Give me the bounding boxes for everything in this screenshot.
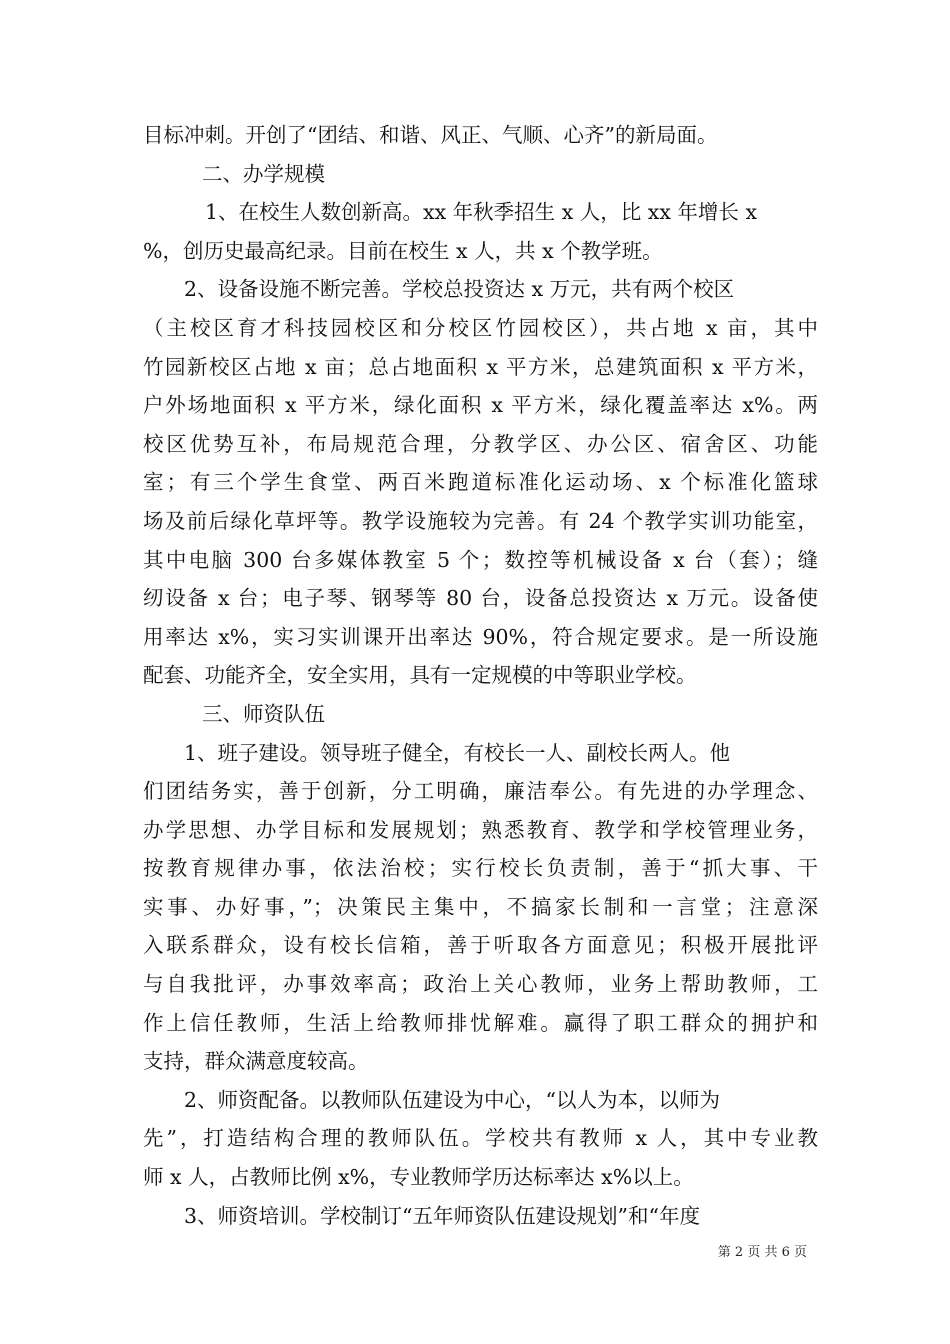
text-line: 们团结务实，善于创新，分工明确，廉洁奉公。有先进的办学理念、 [143,779,818,804]
text-line: 1、在校生人数创新高。xx 年秋季招生 x 人，比 xx 年增长 x [205,200,758,225]
text-line: 场及前后绿化草坪等。教学设施较为完善。有 24 个教学实训功能室， [143,508,818,533]
text-line: 入联系群众，设有校长信箱，善于听取各方面意见；积极开展批评 [143,933,818,958]
text-line: 纫设备 x 台；电子琴、钢琴等 80 台，设备总投资达 x 万元。设备使 [143,586,818,611]
text-line: 竹园新校区占地 x 亩；总占地面积 x 平方米，总建筑面积 x 平方米， [143,354,818,379]
text-line: 2、师资配备。以教师队伍建设为中心，“以人为本，以师为 [184,1087,721,1112]
text-line: 1、班子建设。领导班子健全，有校长一人、副校长两人。他 [184,740,731,765]
text-line: 实事、办好事，”；决策民主集中，不搞家长制和一言堂；注意深 [143,894,818,919]
text-line: 师 x 人，占教师比例 x%，专业教师学历达标率达 x%以上。 [143,1165,694,1190]
text-line: 2、设备设施不断完善。学校总投资达 x 万元，共有两个校区 [184,277,735,302]
text-line: 室；有三个学生食堂、两百米跑道标准化运动场、x 个标准化篮球 [143,470,818,495]
text-line: 3、师资培训。学校制订“五年师资队伍建设规划”和“年度 [184,1203,700,1228]
text-line: 作上信任教师，生活上给教师排忧解难。赢得了职工群众的拥护和 [143,1010,818,1035]
text-line: （主校区育才科技园校区和分校区竹园校区），共占地 x 亩，其中 [143,315,818,340]
text-line: 校区优势互补，布局规范合理，分教学区、办公区、宿舍区、功能 [143,431,818,456]
text-line: 支持，群众满意度较高。 [143,1049,369,1074]
section-heading-faculty: 三、师资队伍 [202,701,325,726]
text-line: %，创历史最高纪录。目前在校生 x 人，共 x 个教学班。 [143,238,663,263]
text-line: 户外场地面积 x 平方米，绿化面积 x 平方米，绿化覆盖率达 x%。两 [143,393,818,418]
text-line: 目标冲刺。开创了“团结、和谐、风正、气顺、心齐”的新局面。 [143,123,718,147]
document-body [143,116,818,1235]
text-line: 其中电脑 300 台多媒体教室 5 个；数控等机械设备 x 台（套）；缝 [143,547,818,572]
section-heading-scale: 二、办学规模 [202,161,325,186]
text-line: 用率达 x%，实习实训课开出率达 90%，符合规定要求。是一所设施 [143,624,818,649]
text-line: 先”，打造结构合理的教师队伍。学校共有教师 x 人，其中专业教 [143,1126,818,1151]
text-line: 配套、功能齐全，安全实用，具有一定规模的中等职业学校。 [143,663,697,688]
page-number-footer: 第 2 页 共 6 页 [717,1245,807,1260]
text-line: 与自我批评，办事效率高；政治上关心教师，业务上帮助教师，工 [143,972,818,997]
text-line: 办学思想、办学目标和发展规划；熟悉教育、教学和学校管理业务， [143,817,818,842]
text-line: 按教育规律办事，依法治校；实行校长负责制，善于“抓大事、干 [143,856,818,881]
